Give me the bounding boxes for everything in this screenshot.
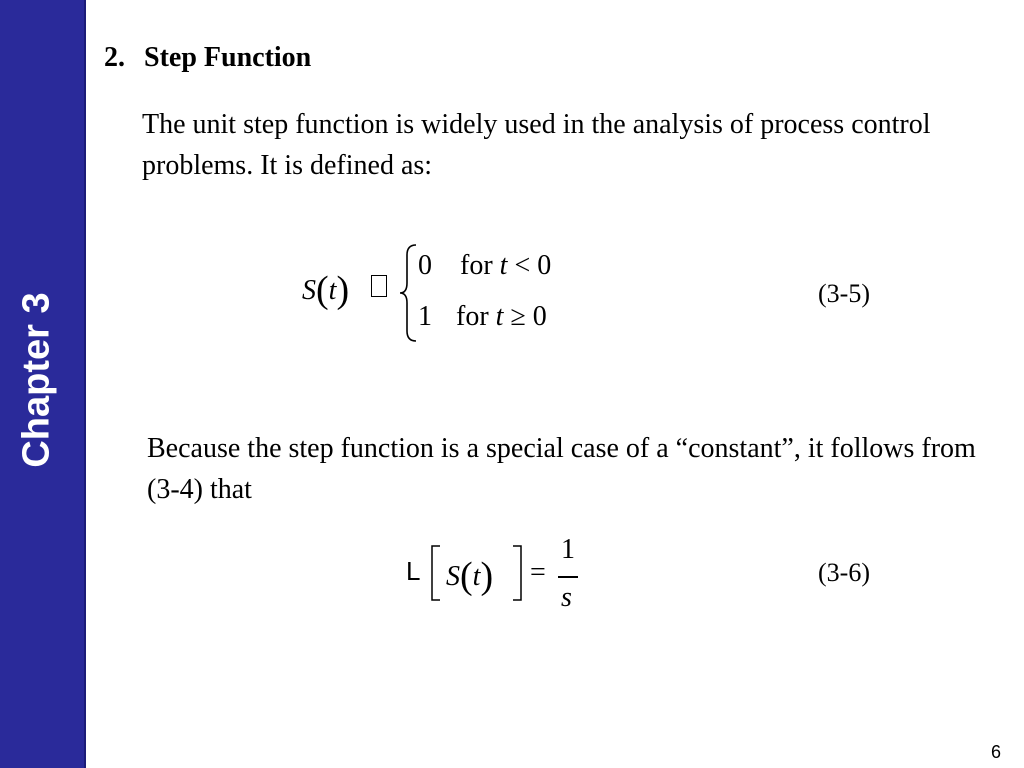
right-bracket-icon [512,545,523,601]
eq-3-5-case-2 [418,301,547,333]
follow-paragraph: Because the step function is a special case of a “constant”, it follows from (3-4) that [147,433,976,505]
page-number: 6 [991,742,1002,762]
eq-3-6-close-paren: ) [480,555,494,597]
eq-3-5-close-paren: ) [336,269,350,311]
case-1-value: 0 [418,250,432,281]
missing-glyph-icon [371,275,387,297]
eq-3-6-argument [446,554,493,598]
laplace-operator: L [406,556,421,586]
case-1-for: for [460,250,493,281]
eq-3-6-function: S [446,561,460,592]
section-heading [104,42,311,74]
eq-3-5-open-paren: ( [316,269,329,311]
case-1-relation: < 0 [514,250,552,281]
fraction-numerator: 1 [561,534,575,565]
eq-3-6-equals: = [530,557,546,588]
eq-3-5-variable: t [328,275,337,306]
chapter-label: Chapter 3 [15,292,58,468]
case-2-value: 1 [418,301,432,332]
eq-3-6-open-paren: ( [460,555,473,597]
eq-3-6-variable: t [472,561,481,592]
fraction-bar [558,576,578,578]
eq-3-5-function: S [302,275,316,306]
left-bracket-icon [430,545,441,601]
eq-3-6-label: (3-6) [818,558,870,587]
case-2-variable: t [495,301,504,332]
case-2-for: for [456,301,489,332]
section-title: Step Function [144,42,312,73]
eq-3-5-lhs [302,268,349,312]
eq-3-5-case-1 [418,250,551,282]
eq-3-5-label: (3-5) [818,279,870,308]
chapter-sidebar [0,0,86,768]
case-2-relation: ≥ 0 [510,301,547,332]
fraction-denominator: s [561,582,572,613]
intro-paragraph: The unit step function is widely used in the analysis of process control problems. It is defined as: [142,109,931,181]
left-brace-icon [398,243,418,343]
section-number: 2. [104,42,125,73]
case-1-variable: t [499,250,508,281]
